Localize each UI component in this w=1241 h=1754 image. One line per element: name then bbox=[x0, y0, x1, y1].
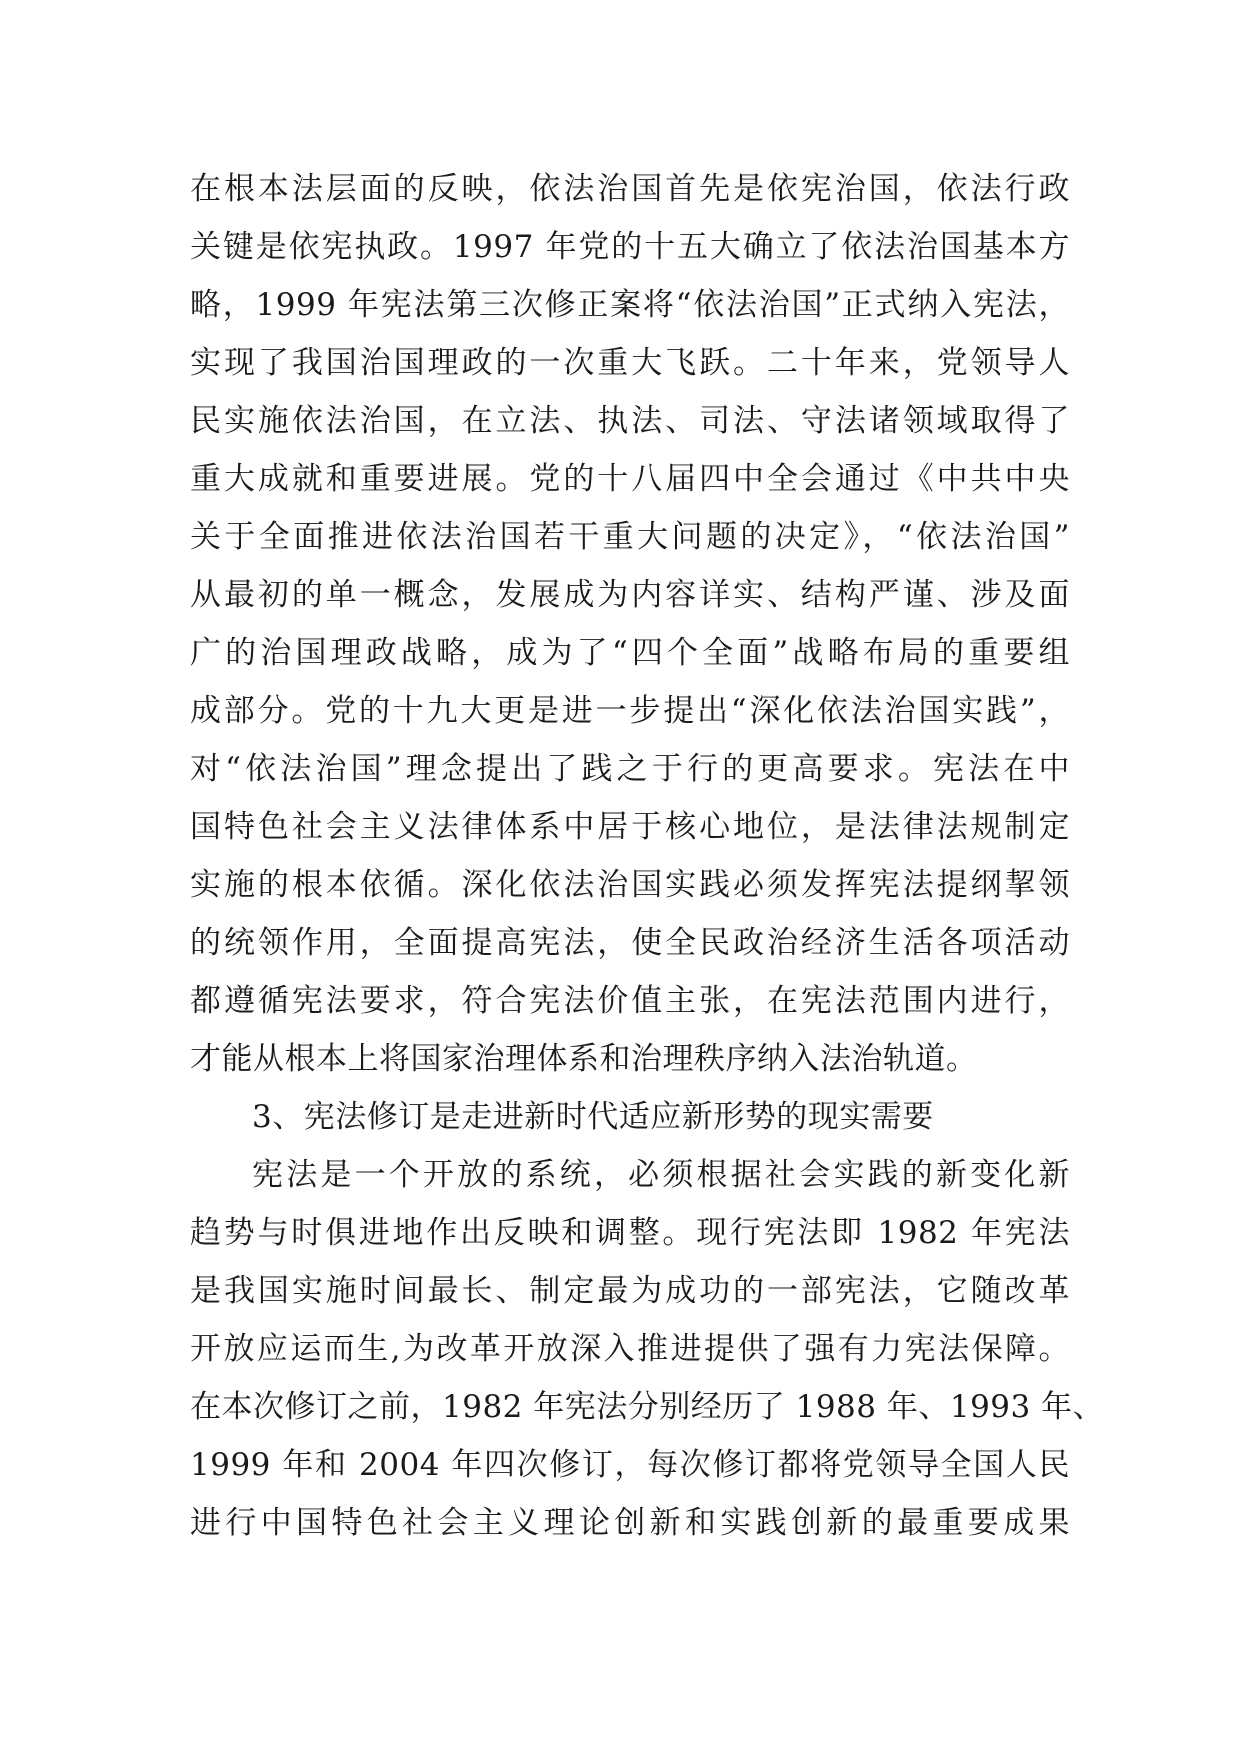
paragraph-line: 成部分。党的十九大更是进一步提出“深化依法治国实践”， bbox=[190, 693, 1070, 729]
paragraph-line: 的统领作用，全面提高宪法，使全民政治经济生活各项活动 bbox=[190, 925, 1070, 961]
paragraph-line: 民实施依法治国，在立法、执法、司法、守法诸领域取得了 bbox=[190, 403, 1070, 439]
paragraph-line: 开放应运而生,为改革开放深入推进提供了强有力宪法保障。 bbox=[190, 1331, 1070, 1367]
paragraph-line: 宪法是一个开放的系统，必须根据社会实践的新变化新 bbox=[252, 1157, 1070, 1193]
paragraph-line: 关于全面推进依法治国若干重大问题的决定》，“依法治国” bbox=[190, 519, 1070, 555]
paragraph-line: 在根本法层面的反映，依法治国首先是依宪治国，依法行政 bbox=[190, 171, 1070, 207]
paragraph-line: 实现了我国治国理政的一次重大飞跃。二十年来，党领导人 bbox=[190, 345, 1070, 381]
paragraph-line: 在本次修订之前，1982 年宪法分别经历了 1988 年、1993 年、 bbox=[190, 1389, 1105, 1425]
paragraph-line: 广的治国理政战略，成为了“四个全面”战略布局的重要组 bbox=[190, 635, 1070, 671]
paragraph-line: 关键是依宪执政。1997 年党的十五大确立了依法治国基本方 bbox=[190, 229, 1070, 265]
paragraph-line: 略，1999 年宪法第三次修正案将“依法治国”正式纳入宪法， bbox=[190, 287, 1070, 323]
paragraph-line: 才能从根本上将国家治理体系和治理秩序纳入法治轨道。 bbox=[190, 1041, 978, 1077]
paragraph-line: 1999 年和 2004 年四次修订，每次修订都将党领导全国人民 bbox=[190, 1447, 1070, 1483]
paragraph-line: 从最初的单一概念，发展成为内容详实、结构严谨、涉及面 bbox=[190, 577, 1070, 613]
body-text bbox=[190, 160, 1105, 1552]
paragraph-line: 进行中国特色社会主义理论创新和实践创新的最重要成果 bbox=[190, 1505, 1070, 1541]
paragraph-line: 是我国实施时间最长、制定最为成功的一部宪法，它随改革 bbox=[190, 1273, 1070, 1309]
section-heading: 3、宪法修订是走进新时代适应新形势的现实需要 bbox=[252, 1099, 934, 1135]
paragraph-line: 对“依法治国”理念提出了践之于行的更高要求。宪法在中 bbox=[190, 751, 1070, 787]
paragraph-line: 趋势与时俱进地作出反映和调整。现行宪法即 1982 年宪法 bbox=[190, 1215, 1070, 1251]
paragraph-line: 都遵循宪法要求，符合宪法价值主张，在宪法范围内进行， bbox=[190, 983, 1070, 1019]
paragraph-line: 国特色社会主义法律体系中居于核心地位，是法律法规制定 bbox=[190, 809, 1070, 845]
paragraph-line: 实施的根本依循。深化依法治国实践必须发挥宪法提纲挈领 bbox=[190, 867, 1070, 903]
paragraph-line: 重大成就和重要进展。党的十八届四中全会通过《中共中央 bbox=[190, 461, 1070, 497]
